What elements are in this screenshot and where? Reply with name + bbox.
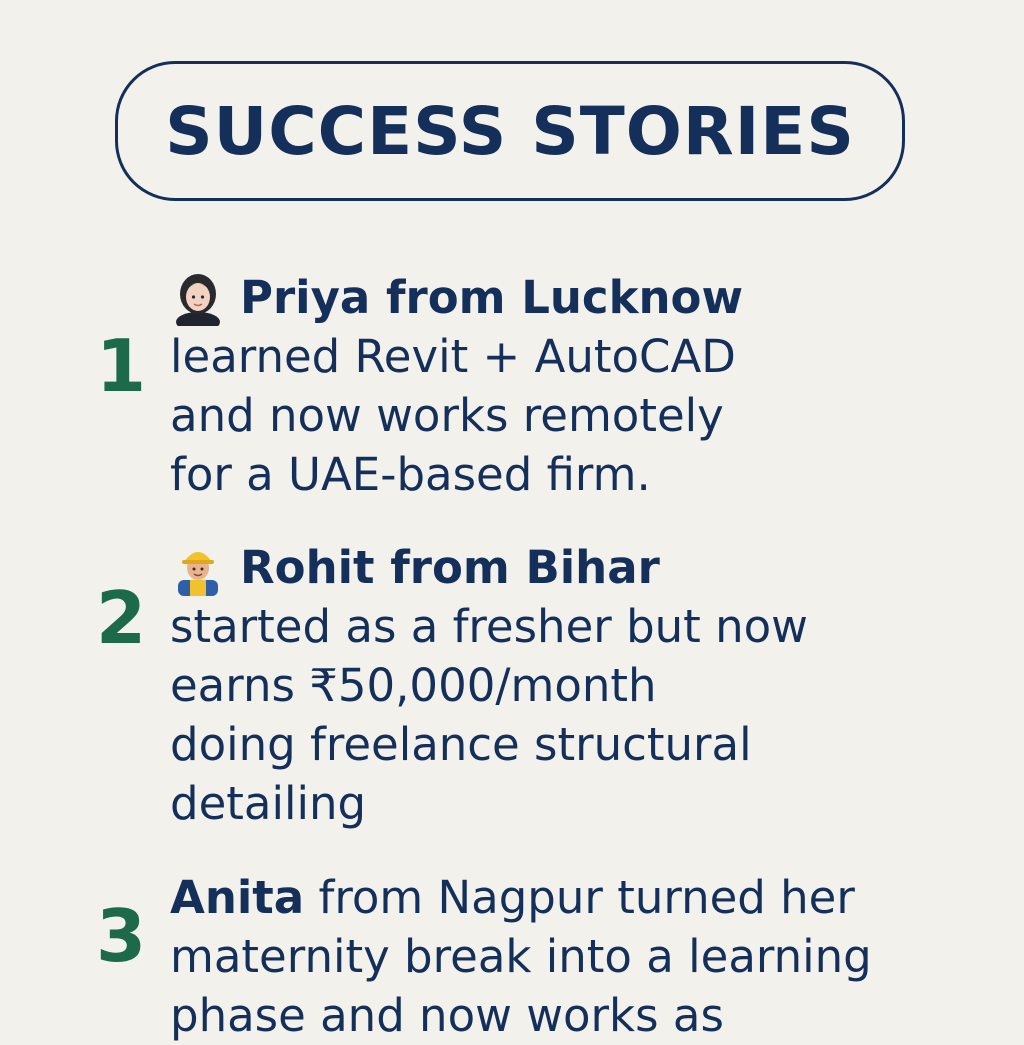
story-line: earns ₹50,000/month — [170, 659, 657, 712]
woman-emoji-icon — [170, 270, 226, 326]
story-line: learned Revit + AutoCAD — [170, 330, 736, 383]
page-title: SUCCESS STORIES — [165, 92, 855, 170]
story-body — [170, 268, 984, 504]
story-name: Priya from Lucknow — [240, 271, 744, 324]
story-number: 3 — [96, 894, 147, 978]
story-number: 2 — [96, 576, 147, 660]
story-line: and now works remotely — [170, 389, 724, 442]
story-name: Anita — [170, 871, 305, 924]
story-line: maternity break into a learning — [170, 930, 872, 983]
story-body — [170, 868, 984, 1045]
story-body — [170, 538, 984, 833]
construction-worker-emoji-icon — [170, 540, 226, 596]
story-heading — [170, 538, 984, 597]
story-heading — [170, 268, 984, 327]
story-number: 1 — [96, 324, 147, 408]
story-line: for a UAE-based firm. — [170, 448, 651, 501]
story-line: phase and now works as — [170, 989, 724, 1042]
story-line: detailing — [170, 777, 367, 830]
story-line: started as a fresher but now — [170, 600, 808, 653]
story-heading — [170, 868, 984, 927]
story-line: doing freelance structural — [170, 718, 752, 771]
story-name: Rohit from Bihar — [240, 541, 660, 594]
title-banner — [115, 61, 905, 201]
story-name-rest: from Nagpur turned her — [304, 871, 855, 924]
